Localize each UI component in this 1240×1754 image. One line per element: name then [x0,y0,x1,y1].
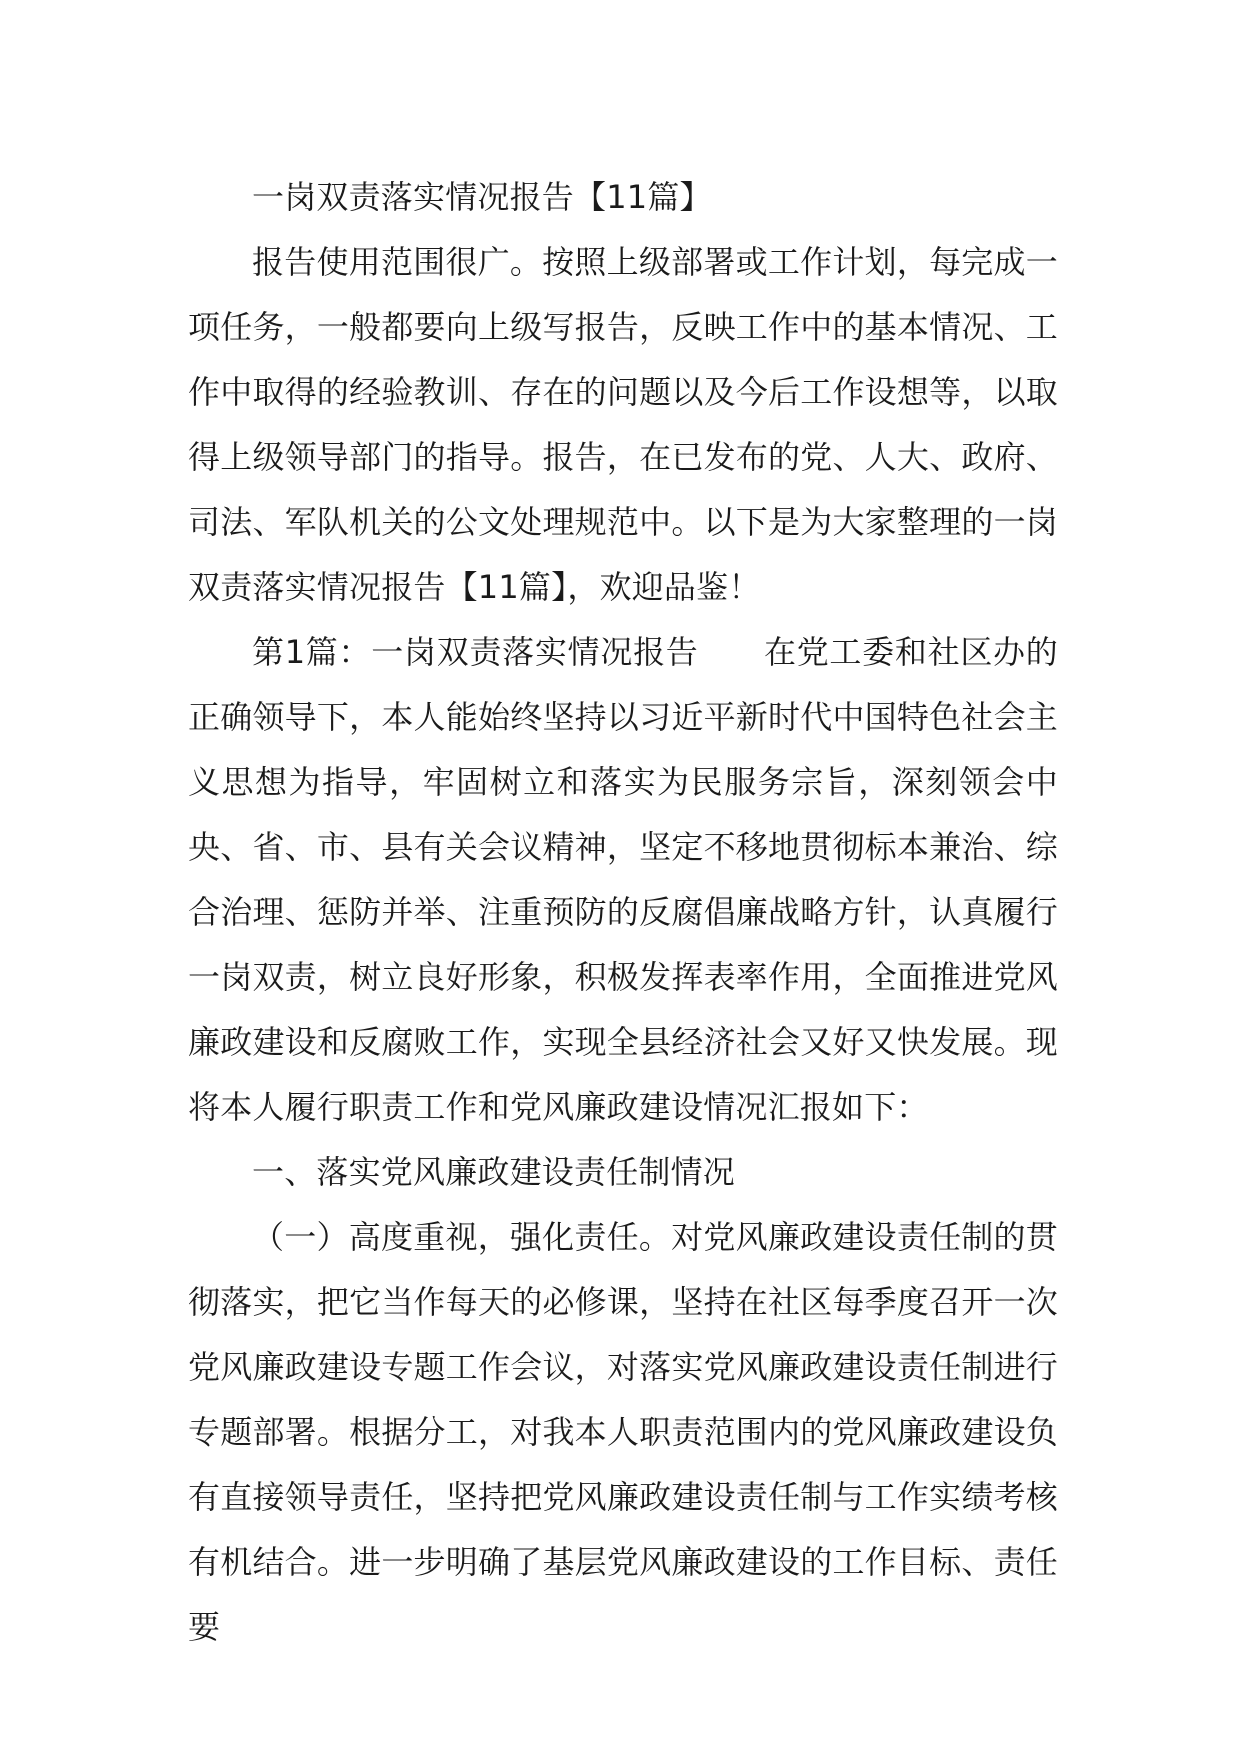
paragraph-intro: 报告使用范围很广。按照上级部署或工作计划，每完成一项任务，一般都要向上级写报告，反映工作中的基本情况、工作中取得的经验教训、存在的问题以及今后工作设想等，以取得上级领导部门的指导。报告，在已发布的党、人大、政府、司法、军队机关的公文处理规范中。以下是为大家整理的一岗双责落实情况报告【11篇】，欢迎品鉴！ [188,243,1058,606]
paragraph-chapter-1: 第1篇：一岗双责落实情况报告 在党工委和社区办的正确领导下，本人能始终坚持以习近平新时代中国特色社会主义思想为指导，牢固树立和落实为民服务宗旨，深刻领会中央、省、市、县有关会议精神，坚定不移地贯彻标本兼治、综合治理、惩防并举、注重预防的反腐倡廉战略方针，认真履行一岗双责，树立良好形象，积极发挥表率作用，全面推进党风廉政建设和反腐败工作，实现全县经济社会又好又快发展。现将本人履行职责工作和党风廉政建设情况汇报如下： [188,633,1058,1126]
section-heading: 一、落实党风廉政建设责任制情况 [252,1153,736,1191]
paragraph-subsection-1: （一）高度重视，强化责任。对党风廉政建设责任制的贯彻落实，把它当作每天的必修课，坚持在社区每季度召开一次党风廉政建设专题工作会议，对落实党风廉政建设责任制进行专题部署。根据分工，对我本人职责范围内的党风廉政建设负有直接领导责任，坚持把党风廉政建设责任制与工作实绩考核有机结合。进一步明确了基层党风廉政建设的工作目标、责任要 [188,1218,1058,1646]
document-body [188,165,1058,1660]
document-title: 一岗双责落实情况报告【11篇】 [252,178,712,216]
